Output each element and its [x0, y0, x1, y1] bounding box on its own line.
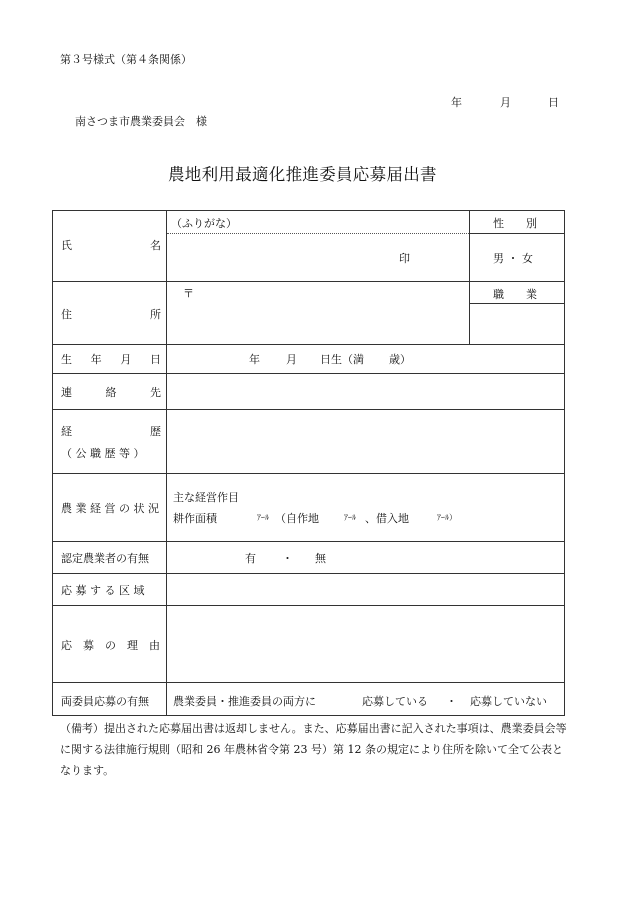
gender-header-separator [469, 233, 565, 234]
certified-farmer-label: 認定農業者の有無 [61, 552, 149, 565]
leased-land-label: 、借入地 [365, 512, 409, 525]
postal-mark: 〒 [183, 287, 194, 300]
district-field[interactable] [167, 574, 564, 604]
reason-label: 応 募 の 理 由 [61, 639, 160, 652]
area-unit-leased: ｱｰﾙ） [437, 513, 457, 522]
row-separator-career [53, 473, 565, 474]
seal-mark: 印 [399, 252, 410, 265]
row-separator-farming [53, 541, 565, 542]
applying-option[interactable]: 応募している [362, 695, 428, 708]
contact-field[interactable] [167, 374, 564, 408]
date-day-label: 日 [548, 96, 559, 109]
district-label: 応 募 す る 区 域 [61, 584, 145, 597]
career-sub-label: （ 公 職 歴 等 ） [61, 447, 145, 460]
both-committees-desc: 農業委員・推進委員の両方に [173, 695, 316, 708]
cultivated-area-label: 耕作面積 [173, 512, 217, 525]
page-title: 農地利用最適化推進委員応募届出書 [168, 165, 437, 184]
row-separator-reason [53, 682, 565, 683]
birthdate-label: 生 年 月 日 [61, 353, 161, 366]
occupation-header: 職 業 [493, 288, 537, 301]
area-unit-own: ｱｰﾙ [344, 513, 356, 522]
birthdate-field[interactable] [167, 345, 564, 372]
application-form-table [52, 210, 565, 716]
occupation-field[interactable] [470, 304, 564, 343]
address-field[interactable] [167, 282, 467, 343]
gender-header: 性 別 [493, 217, 537, 230]
addressee: 南さつま市農業委員会 様 [75, 115, 207, 128]
name-label: 氏 名 [61, 239, 161, 252]
career-label: 経 歴 [61, 425, 161, 438]
certified-yes-option[interactable]: 有 [245, 552, 256, 565]
remarks-note: （備考）提出された応募届出書は返却しません。また、応募届出書に記入された事項は、農業委員会等に関する法律施行規則（昭和 26 年農林省令第 23 号）第 12 条の規定により住所を除いて全て公表となります。 [60, 722, 567, 777]
date-year-label: 年 [451, 96, 462, 109]
form-number: 第３号様式（第４条関係） [60, 53, 192, 66]
both-separator: ・ [446, 695, 457, 708]
gender-options[interactable]: 男 ・ 女 [493, 252, 533, 265]
area-unit-total: ｱｰﾙ [257, 513, 269, 522]
not-applying-option[interactable]: 応募していない [470, 695, 547, 708]
birthdate-year: 年 [249, 353, 260, 366]
career-field[interactable] [167, 410, 564, 472]
main-crop-label: 主な経営作目 [173, 491, 239, 504]
date-month-label: 月 [500, 96, 511, 109]
reason-field[interactable] [167, 606, 564, 681]
name-field[interactable] [167, 234, 467, 280]
farming-status-label: 農 業 経 営 の 状 況 [61, 502, 159, 515]
birthdate-month: 月 [286, 353, 297, 366]
address-label: 住 所 [61, 308, 161, 321]
own-land-label: （自作地 [275, 512, 319, 525]
both-committees-label: 両委員応募の有無 [61, 695, 149, 708]
certified-no-option[interactable]: 無 [315, 552, 326, 565]
furigana-label: （ふりがな） [171, 217, 237, 230]
birthdate-day-age: 日生（満 [320, 353, 364, 366]
certified-separator: ・ [282, 552, 293, 565]
birthdate-age-close: 歳） [389, 353, 411, 366]
contact-label: 連 絡 先 [61, 386, 161, 399]
